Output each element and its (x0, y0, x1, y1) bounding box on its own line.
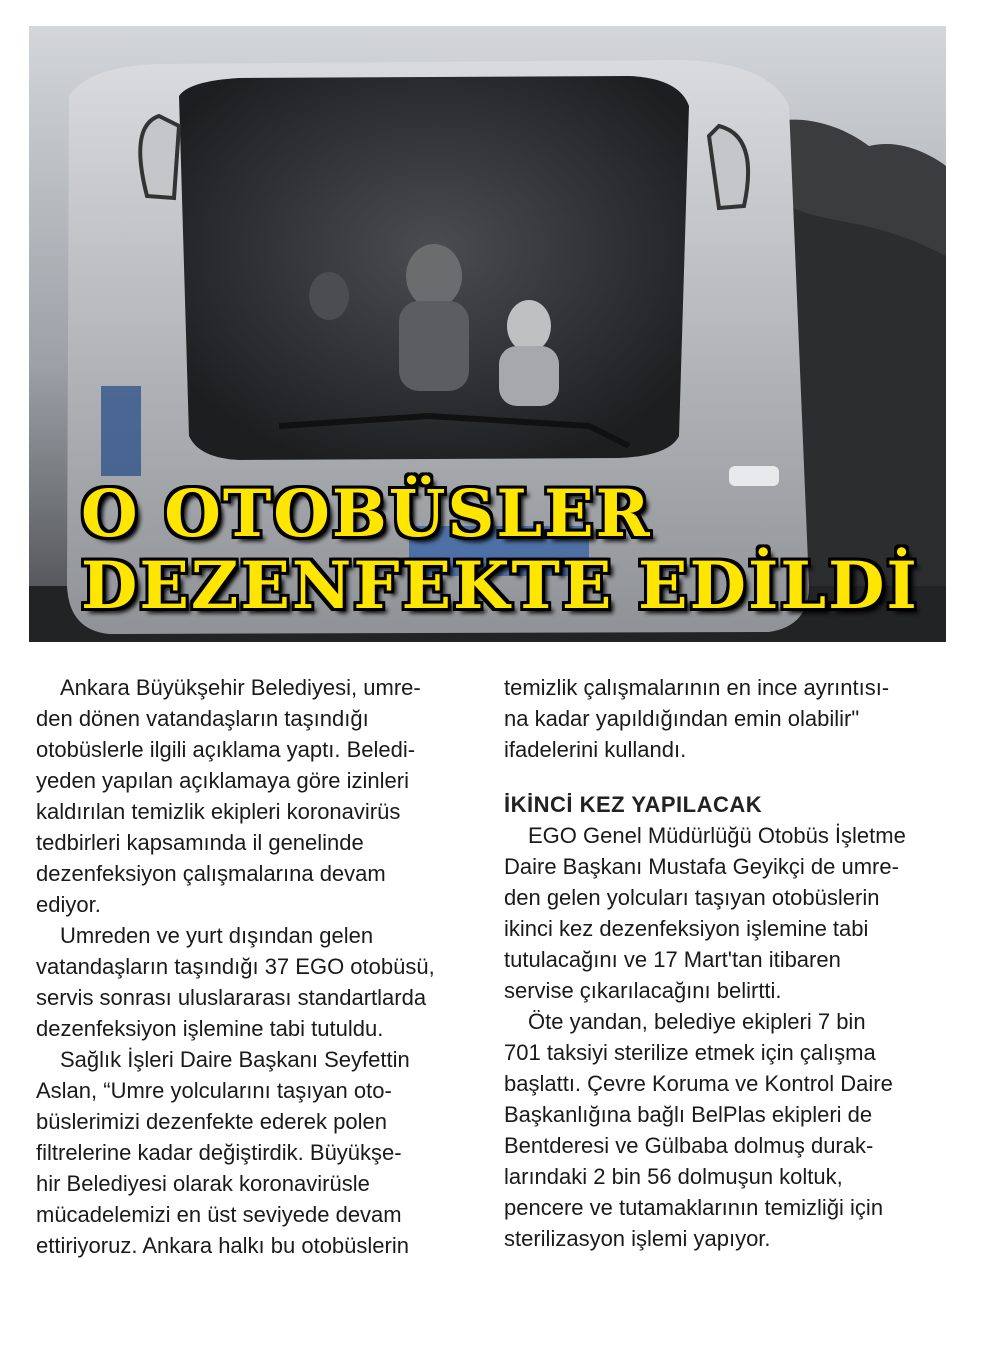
headline (81, 478, 919, 622)
right-paragraph-1: temizlik çalışmalarının en ince ayrıntısı- na kadar yapıldığından emin olabilir" ifadelerini kullandı. (504, 675, 890, 762)
right-paragraph-2: EGO Genel Müdürlüğü Otobüs İşletme Daire Başkanı Mustafa Geyikçi de umre- den gelen yolcuları taşıyan otobüslerin ikinci kez dezenfeksiyon işlemine tabi tutulacağını ve 17 Mart'tan itibaren servise çıkarılacağını belirtti. (504, 823, 906, 1003)
left-column (36, 672, 476, 1261)
section-subhead: İKİNCİ KEZ YAPILACAK (504, 792, 763, 817)
left-paragraph-1: Ankara Büyükşehir Belediyesi, umre- den dönen vatandaşların taşındığı otobüslerle ilgili açıklama yaptı. Beledi- yeden yapılan açıklamaya göre izinleri kaldırılan temizlik ekipleri koronavirüs tedbirleri kapsamında il genelinde dezenfeksiyon çalışmalarına devam ediyor. (36, 675, 421, 917)
headline-line-1: O OTOBÜSLER (81, 476, 652, 552)
right-column (504, 672, 954, 1254)
headline-line-2: DEZENFEKTE EDİLDİ (81, 548, 919, 624)
right-paragraph-3: Öte yandan, belediye ekipleri 7 bin 701 taksiyi sterilize etmek için çalışma başlattı. Çevre Koruma ve Kontrol Daire Başkanlığına bağlı BelPlas ekipleri de Bentderesi ve Gülbaba dolmuş durak- larındaki 2 bin 56 dolmuşun koltuk, pencere ve tutamaklarının temizliği için sterilizasyon işlemi yapıyor. (504, 1009, 893, 1251)
left-paragraph-2: Umreden ve yurt dışından gelen vatandaşların taşındığı 37 EGO otobüsü, servis sonrası uluslararası standartlarda dezenfeksiyon işlemine tabi tutuldu. (36, 923, 435, 1041)
left-paragraph-3: Sağlık İşleri Daire Başkanı Seyfettin Aslan, “Umre yolcularını taşıyan oto- büslerimizi dezenfekte ederek polen filtrelerine kadar değiştirdik. Büyükşe- hir Belediyesi olarak koronavirüsle mücadelemizi en üst seviyede devam ettiriyoruz. Ankara halkı bu otobüslerin (36, 1047, 410, 1258)
bus-photo (29, 26, 946, 642)
